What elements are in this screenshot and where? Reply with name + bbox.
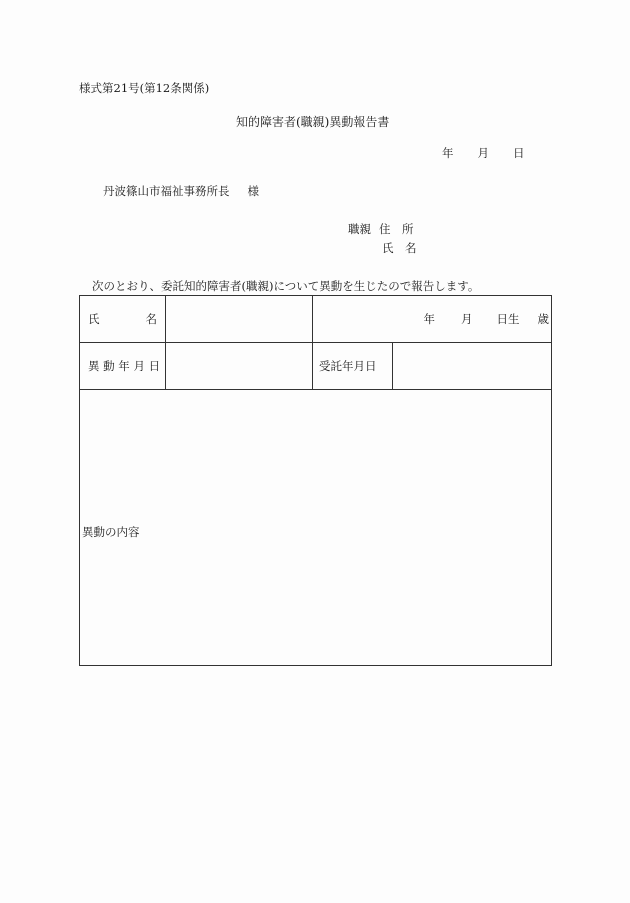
addressee-honorific: 様 — [247, 184, 259, 198]
submitter-name-label: 氏 名 — [382, 241, 417, 255]
table-row-details — [80, 390, 552, 666]
date-month: 月 — [477, 146, 489, 160]
commission-date-field[interactable] — [393, 343, 552, 390]
table-row-name — [80, 296, 552, 343]
form-number: 様式第21号(第12条関係) — [79, 81, 210, 95]
table-row-dates — [80, 343, 552, 390]
submitter-role: 職親 — [348, 222, 371, 236]
intro-text: 次のとおり、委託知的障害者(職親)について異動を生じたので報告します。 — [92, 279, 480, 293]
addressee — [103, 184, 259, 198]
date-year: 年 — [442, 146, 454, 160]
addressee-office: 丹波篠山市福祉事務所長 — [103, 184, 230, 198]
document-title: 知的障害者(職親)異動報告書 — [236, 115, 390, 129]
name-label-cell — [80, 296, 166, 343]
birth-year: 年 — [423, 312, 435, 326]
details-label: 異動の内容 — [82, 524, 140, 539]
change-date-field[interactable] — [166, 343, 313, 390]
birth-date-field[interactable] — [313, 296, 552, 343]
change-date-label: 異 動 年 月 日 — [80, 343, 166, 390]
report-table — [79, 295, 552, 666]
name-field[interactable] — [166, 296, 313, 343]
name-label-first: 氏 — [88, 312, 100, 326]
birth-day: 日生 — [496, 312, 520, 326]
name-label-second: 名 — [145, 312, 157, 326]
details-cell[interactable] — [80, 390, 552, 666]
birth-age: 歳 — [537, 312, 549, 326]
birth-month: 月 — [461, 312, 473, 326]
commission-date-label: 受託年月日 — [313, 343, 393, 390]
date-line — [442, 146, 525, 160]
submitter-address-label: 住 所 — [379, 222, 414, 236]
submitter-address-line — [348, 222, 414, 236]
date-day: 日 — [513, 146, 525, 160]
